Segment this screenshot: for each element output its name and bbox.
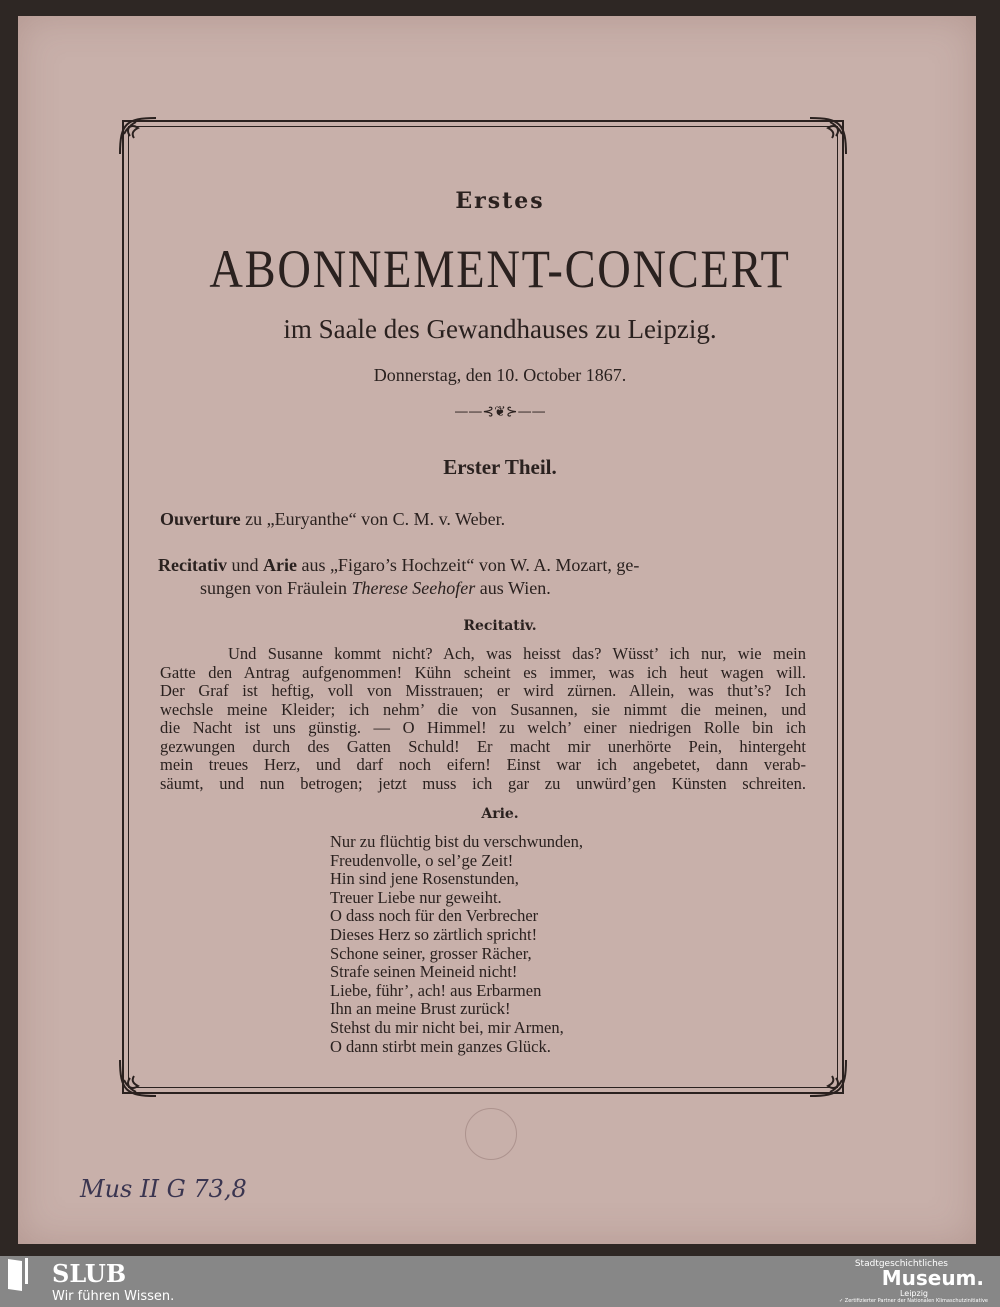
verse-line: O dass noch für den Verbrecher bbox=[330, 906, 539, 926]
footer-bar bbox=[0, 1256, 1000, 1307]
text-line: Und Susanne kommt nicht? Ach, was heisst das? Wüsst’ ich nur, wie mein bbox=[228, 644, 806, 663]
verse-line: Freudenvolle, o sel’ge Zeit! bbox=[330, 850, 514, 870]
recitativ-text bbox=[160, 645, 806, 793]
verse-line: Strafe seinen Meineid nicht! bbox=[330, 962, 518, 982]
divider-ornament: ——⊰❦⊱—— bbox=[454, 404, 546, 420]
item-details: sungen von Fräulein bbox=[200, 578, 352, 598]
text-line: wechsle meine Kleider; ich nehm’ die von Susannen, sie nimmt die meinen, und bbox=[160, 699, 806, 719]
verse-line: Hin sind jene Rosenstunden, bbox=[330, 869, 519, 889]
verse-line: Ihn an meine Brust zurück! bbox=[330, 999, 511, 1019]
text-line: mein treues Herz, und darf noch eifern! Einst war ich angebetet, dann verab- bbox=[160, 755, 806, 774]
text-line: gezwungen durch des Gatten Schuld! Er macht mir unerhörte Pein, hintergeht bbox=[160, 736, 806, 756]
handwritten-shelfmark: Mus II G 73,8 bbox=[80, 1175, 247, 1203]
verse-line: Dieses Herz so zärtlich spricht! bbox=[330, 924, 538, 944]
heading-erstes: Erstes bbox=[455, 188, 545, 214]
item-details: aus Wien. bbox=[475, 578, 551, 598]
corner-ornament-icon bbox=[116, 1056, 160, 1100]
arie-heading: Arie. bbox=[481, 806, 519, 822]
page-title: ABONNEMENT-CONCERT bbox=[209, 239, 791, 299]
program-item-recitativ-arie bbox=[158, 554, 808, 600]
library-stamp bbox=[465, 1108, 517, 1160]
item-connector: und bbox=[226, 555, 263, 575]
slub-book-spine-icon bbox=[25, 1258, 28, 1284]
recitativ-heading: Recitativ. bbox=[463, 618, 537, 634]
museum-logo[interactable]: Museum. bbox=[881, 1266, 984, 1290]
corner-ornament-icon bbox=[806, 1056, 850, 1100]
arie-verse bbox=[330, 833, 583, 1056]
museum-certification: ✓ Zertifizierter Partner der Nationalen Klimaschutzinitiative bbox=[838, 1298, 988, 1304]
text-line: Der Graf ist heftig, voll von Misstrauen; er wird zürnen. Allein, was thut’s? Ich bbox=[160, 681, 806, 700]
text-line: säumt, und nun betrogen; jetzt muss ich gar zu unwürd’gen Künsten schreiten. bbox=[160, 773, 806, 793]
museum-city: Leipzig bbox=[899, 1289, 928, 1298]
verse-line: Nur zu flüchtig bist du verschwunden, bbox=[330, 832, 583, 851]
corner-ornament-icon bbox=[116, 114, 160, 158]
verse-line: Schone seiner, grosser Rächer, bbox=[330, 943, 532, 963]
slub-logo[interactable]: SLUB bbox=[52, 1259, 127, 1288]
program-item-overture bbox=[160, 508, 810, 531]
text-line: die Nacht ist uns günstig. — O Himmel! zu welch’ einer niedrigen Rolle bin ich bbox=[160, 718, 806, 737]
corner-ornament-icon bbox=[806, 114, 850, 158]
performer-name: Therese Seehofer bbox=[351, 578, 476, 598]
part-heading: Erster Theil. bbox=[443, 455, 557, 479]
item-title: Recitativ bbox=[158, 555, 227, 575]
verse-line: Liebe, führ’, ach! aus Erbarmen bbox=[330, 980, 542, 1000]
slub-tagline: Wir führen Wissen. bbox=[52, 1289, 175, 1304]
venue: im Saale des Gewandhauses zu Leipzig. bbox=[283, 314, 717, 344]
verse-line: Treuer Liebe nur geweiht. bbox=[330, 887, 502, 907]
museum-label: Stadtgeschichtliches bbox=[854, 1259, 948, 1269]
item-details: aus „Figaro’s Hochzeit“ von W. A. Mozart, ge- bbox=[296, 555, 640, 575]
concert-date: Donnerstag, den 10. October 1867. bbox=[373, 365, 627, 385]
text-line: Gatte den Antrag aufgenommen! Kühn scheint es immer, was ich heut wagen will. bbox=[160, 662, 806, 682]
item-title: Arie bbox=[262, 555, 297, 575]
item-title: Ouverture bbox=[160, 509, 241, 529]
verse-line: O dann stirbt mein ganzes Glück. bbox=[330, 1036, 551, 1056]
verse-line: Stehst du mir nicht bei, mir Armen, bbox=[330, 1017, 564, 1037]
item-details: zu „Euryanthe“ von C. M. v. Weber. bbox=[240, 509, 506, 529]
slub-book-icon bbox=[8, 1259, 22, 1291]
